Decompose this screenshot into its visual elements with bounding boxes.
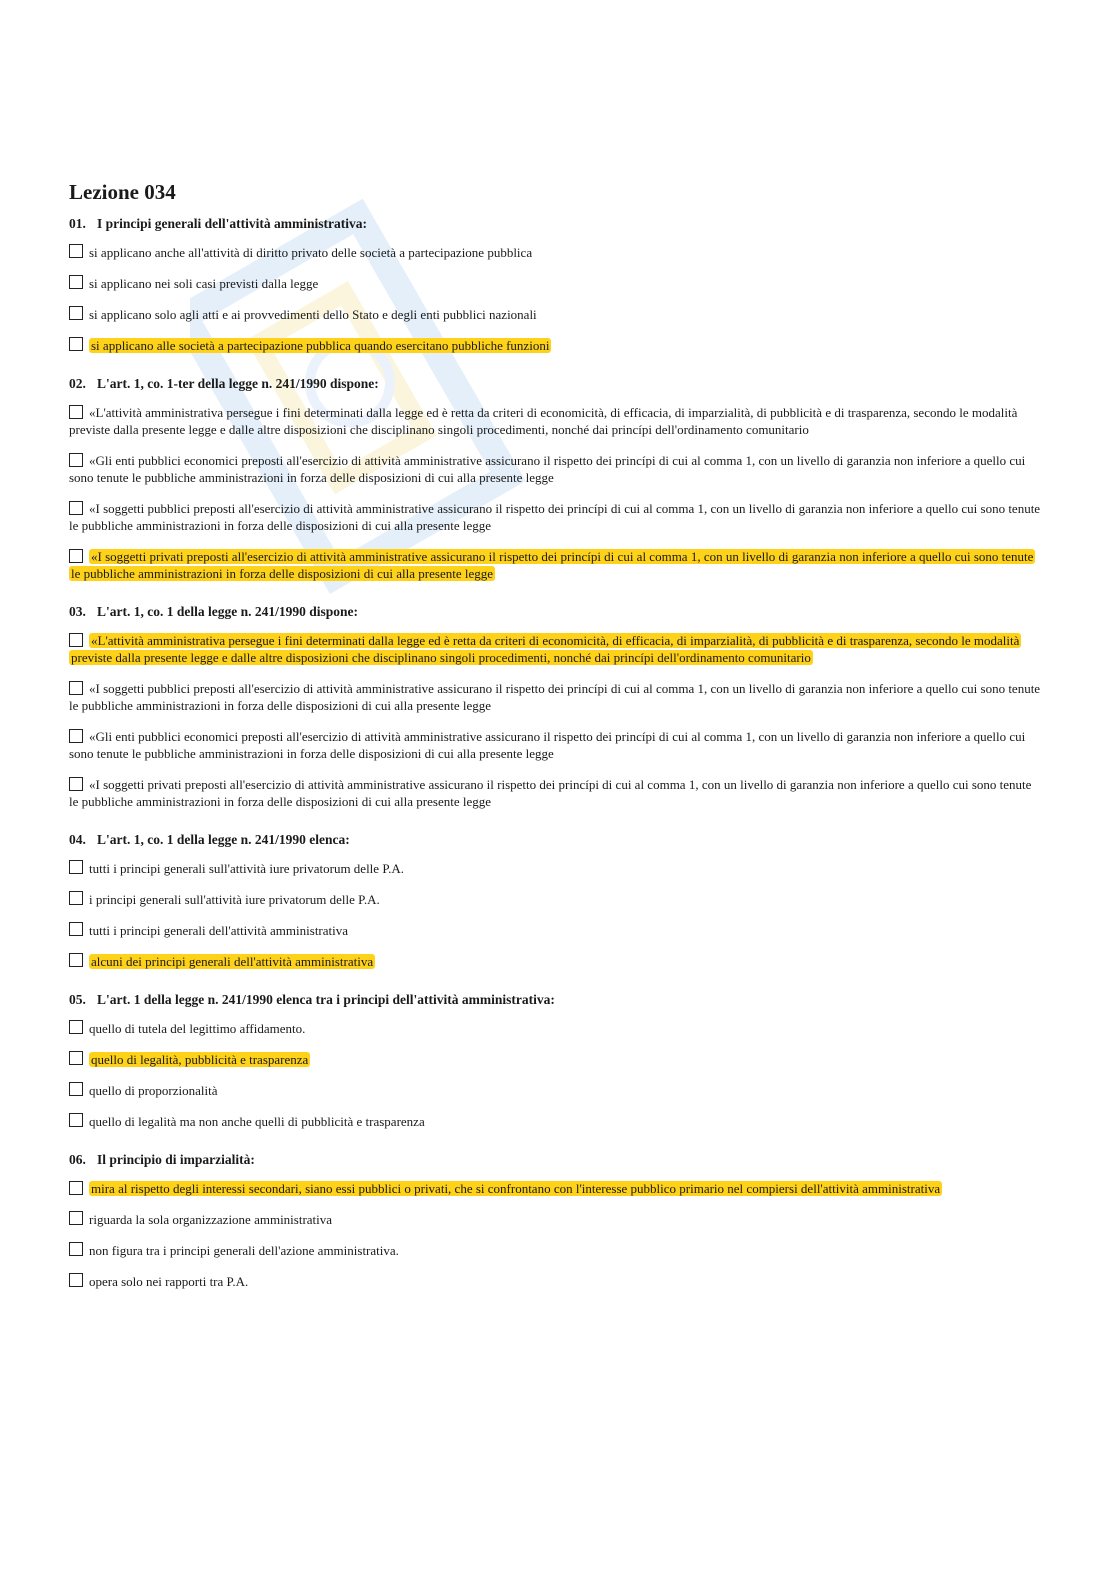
answer-text: quello di legalità ma non anche quelli di pubblicità e trasparenza bbox=[89, 1114, 425, 1129]
question-text: Il principio di imparzialità: bbox=[97, 1152, 255, 1167]
answer-option bbox=[69, 1082, 1044, 1099]
answer-option bbox=[69, 922, 1044, 939]
checkbox[interactable] bbox=[69, 275, 83, 289]
question-list bbox=[69, 216, 1044, 1290]
checkbox[interactable] bbox=[69, 1113, 83, 1127]
answer-text: «I soggetti pubblici preposti all'esercizio di attività amministrative assicurano il rispetto dei princípi di cui al comma 1, con un livello di garanzia non inferiore a quello cui sono tenute le pubbliche amministrazioni in forza delle disposizioni di cui alla presente legge bbox=[69, 681, 1041, 713]
checkbox[interactable] bbox=[69, 453, 83, 467]
answer-text: mira al rispetto degli interessi secondari, siano essi pubblici o privati, che si confrontano con l'interesse pubblico primario nel compiersi dell'attività amministrativa bbox=[91, 1181, 941, 1196]
checkbox[interactable] bbox=[69, 1051, 83, 1065]
answer-option bbox=[69, 1273, 1044, 1290]
answer-text: riguarda la sola organizzazione amministrativa bbox=[89, 1212, 333, 1227]
question-heading bbox=[69, 832, 1044, 848]
answer-option bbox=[69, 1242, 1044, 1259]
answer-text: «I soggetti privati preposti all'esercizio di attività amministrative assicurano il rispetto dei princípi di cui al comma 1, con un livello di garanzia non inferiore a quello cui sono tenute le pubbliche amministrazioni in forza delle disposizioni di cui alla presente legge bbox=[69, 777, 1032, 809]
answer-option bbox=[69, 1211, 1044, 1228]
question-number: 03. bbox=[69, 604, 86, 619]
answer-option bbox=[69, 1113, 1044, 1130]
answer-text: «I soggetti privati preposti all'esercizio di attività amministrative assicurano il rispetto dei princípi di cui al comma 1, con un livello di garanzia non inferiore a quello cui sono tenute le pubbliche amministrazioni in forza delle disposizioni di cui alla presente legge bbox=[71, 549, 1034, 581]
question-text: L'art. 1, co. 1 della legge n. 241/1990 dispone: bbox=[97, 604, 358, 619]
question-text: L'art. 1, co. 1-ter della legge n. 241/1990 dispone: bbox=[97, 376, 379, 391]
answer-option bbox=[69, 953, 1044, 970]
answer-text: si applicano anche all'attività di diritto privato delle società a partecipazione pubblica bbox=[89, 245, 533, 260]
answer-text: opera solo nei rapporti tra P.A. bbox=[89, 1274, 249, 1289]
answer-option bbox=[69, 1020, 1044, 1037]
answer-option bbox=[69, 728, 1044, 762]
answer-text: quello di tutela del legittimo affidamento. bbox=[89, 1021, 306, 1036]
question-4 bbox=[69, 832, 1044, 970]
answer-text: tutti i principi generali sull'attività iure privatorum delle P.A. bbox=[89, 861, 404, 876]
question-text: L'art. 1, co. 1 della legge n. 241/1990 elenca: bbox=[97, 832, 350, 847]
question-6 bbox=[69, 1152, 1044, 1290]
document-page bbox=[69, 180, 1044, 1312]
answer-text: i principi generali sull'attività iure privatorum delle P.A. bbox=[89, 892, 380, 907]
answer-option bbox=[69, 680, 1044, 714]
checkbox[interactable] bbox=[69, 953, 83, 967]
answer-text: non figura tra i principi generali dell'azione amministrativa. bbox=[89, 1243, 399, 1258]
checkbox[interactable] bbox=[69, 891, 83, 905]
answer-option bbox=[69, 306, 1044, 323]
question-2 bbox=[69, 376, 1044, 582]
checkbox[interactable] bbox=[69, 306, 83, 320]
question-heading bbox=[69, 1152, 1044, 1168]
answer-option bbox=[69, 1051, 1044, 1068]
question-3 bbox=[69, 604, 1044, 810]
question-heading bbox=[69, 992, 1044, 1008]
question-1 bbox=[69, 216, 1044, 354]
answer-text: «Gli enti pubblici economici preposti all'esercizio di attività amministrative assicurano il rispetto dei princípi di cui al comma 1, con un livello di garanzia non inferiore a quello cui sono tenute le pubbliche amministrazioni in forza delle disposizioni di cui alla presente legge bbox=[69, 729, 1026, 761]
checkbox[interactable] bbox=[69, 860, 83, 874]
answer-option bbox=[69, 548, 1044, 582]
answer-text: «I soggetti pubblici preposti all'esercizio di attività amministrative assicurano il rispetto dei princípi di cui al comma 1, con un livello di garanzia non inferiore a quello cui sono tenute le pubbliche amministrazioni in forza delle disposizioni di cui alla presente legge bbox=[69, 501, 1041, 533]
answer-text: alcuni dei principi generali dell'attività amministrativa bbox=[91, 954, 374, 969]
answer-option bbox=[69, 500, 1044, 534]
answer-option bbox=[69, 337, 1044, 354]
answer-text: «L'attività amministrativa persegue i fini determinati dalla legge ed è retta da criteri di economicità, di efficacia, di imparzialità, di pubblicità e di trasparenza, secondo le modalità previste dalla presente legge e dalle altre disposizioni che disciplinano singoli procedimenti, nonché dai princípi dell'ordinamento comunitario bbox=[71, 633, 1020, 665]
answer-text: quello di proporzionalità bbox=[89, 1083, 218, 1098]
answer-text: «L'attività amministrativa persegue i fini determinati dalla legge ed è retta da criteri di economicità, di efficacia, di imparzialità, di pubblicità e di trasparenza, secondo le modalità previste dalla presente legge e dalle altre disposizioni che disciplinano singoli procedimenti, nonché dai princípi dell'ordinamento comunitario bbox=[69, 405, 1018, 437]
answer-option bbox=[69, 632, 1044, 666]
checkbox[interactable] bbox=[69, 1181, 83, 1195]
checkbox[interactable] bbox=[69, 244, 83, 258]
question-number: 01. bbox=[69, 216, 86, 231]
checkbox[interactable] bbox=[69, 1211, 83, 1225]
answer-option bbox=[69, 244, 1044, 261]
answer-option bbox=[69, 275, 1044, 292]
checkbox[interactable] bbox=[69, 681, 83, 695]
question-heading bbox=[69, 216, 1044, 232]
answer-option bbox=[69, 452, 1044, 486]
answer-text: si applicano solo agli atti e ai provvedimenti dello Stato e degli enti pubblici nazionali bbox=[89, 307, 537, 322]
answer-text: si applicano nei soli casi previsti dalla legge bbox=[89, 276, 319, 291]
checkbox[interactable] bbox=[69, 549, 83, 563]
question-number: 05. bbox=[69, 992, 86, 1007]
checkbox[interactable] bbox=[69, 501, 83, 515]
answer-text: «Gli enti pubblici economici preposti all'esercizio di attività amministrative assicurano il rispetto dei princípi di cui al comma 1, con un livello di garanzia non inferiore a quello cui sono tenute le pubbliche amministrazioni in forza delle disposizioni di cui alla presente legge bbox=[69, 453, 1026, 485]
checkbox[interactable] bbox=[69, 777, 83, 791]
checkbox[interactable] bbox=[69, 405, 83, 419]
answer-option bbox=[69, 1180, 1044, 1197]
checkbox[interactable] bbox=[69, 1242, 83, 1256]
checkbox[interactable] bbox=[69, 1020, 83, 1034]
checkbox[interactable] bbox=[69, 922, 83, 936]
question-text: I principi generali dell'attività amministrativa: bbox=[97, 216, 367, 231]
answer-option bbox=[69, 860, 1044, 877]
lesson-title: Lezione 034 bbox=[69, 180, 176, 204]
checkbox[interactable] bbox=[69, 633, 83, 647]
answer-text: quello di legalità, pubblicità e trasparenza bbox=[91, 1052, 309, 1067]
question-heading bbox=[69, 376, 1044, 392]
question-text: L'art. 1 della legge n. 241/1990 elenca tra i principi dell'attività amministrativa: bbox=[97, 992, 555, 1007]
checkbox[interactable] bbox=[69, 1082, 83, 1096]
answer-option bbox=[69, 404, 1044, 438]
question-heading bbox=[69, 604, 1044, 620]
question-5 bbox=[69, 992, 1044, 1130]
question-number: 02. bbox=[69, 376, 86, 391]
question-number: 04. bbox=[69, 832, 86, 847]
checkbox[interactable] bbox=[69, 1273, 83, 1287]
answer-option bbox=[69, 776, 1044, 810]
answer-option bbox=[69, 891, 1044, 908]
question-number: 06. bbox=[69, 1152, 86, 1167]
answer-text: tutti i principi generali dell'attività amministrativa bbox=[89, 923, 349, 938]
checkbox[interactable] bbox=[69, 337, 83, 351]
checkbox[interactable] bbox=[69, 729, 83, 743]
answer-text: si applicano alle società a partecipazione pubblica quando esercitano pubbliche funzioni bbox=[91, 338, 550, 353]
